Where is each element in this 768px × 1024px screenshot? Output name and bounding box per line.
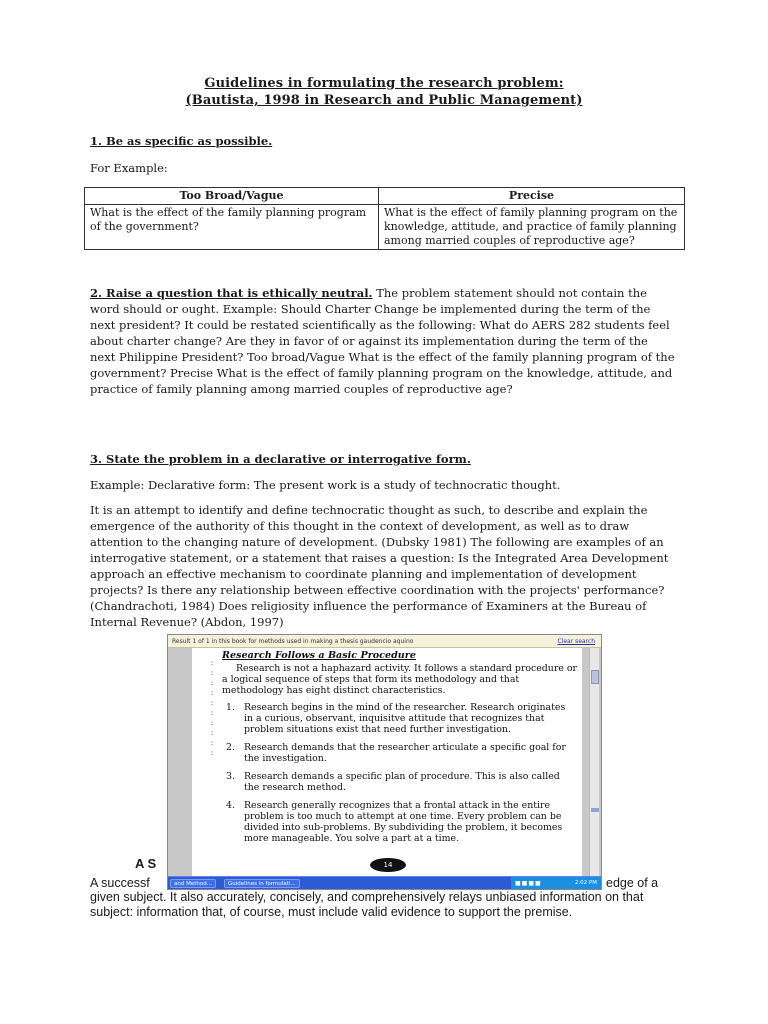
book-content — [222, 648, 577, 851]
hidden-para-rest: given subject. It also accurately, concisely, and comprehensively relays unbiased information on that subject: information that, of course, must include valid evidence to support the premise. — [90, 890, 644, 919]
section2-paragraph — [90, 285, 675, 397]
search-result-text: Result 1 of 1 in this book for methods used in making a thesis gaudencio aquino — [172, 638, 414, 645]
page-subtitle: (Bautista, 1998 in Research and Public Management) — [185, 93, 583, 108]
hidden-para-start: A successf — [90, 876, 150, 890]
book-intro: Research is not a haphazard activity. It follows a standard procedure or a logical sequence of steps that form its methodology and that methodology has eight distinct characteristics. — [222, 663, 577, 696]
page-title: Guidelines in formulating the research problem: — [204, 76, 564, 91]
section2-heading: 2. Raise a question that is ethically neutral. — [90, 286, 373, 300]
clock: 2:02 PM — [574, 880, 597, 886]
section3-heading: 3. State the problem in a declarative or interrogative form. — [90, 452, 471, 466]
section2-body: The problem statement should not contain the word should or ought. Example: Should Charter Change be implemented during the term of the next president? It could be restated scientifically as the following: What do AERS 282 students feel about charter change? Are they in favor of or against its implementation during the term of the next Philippine President? Too broad/Vague What is the effect of the family planning program of the government? Precise What is the effect of family planning program on the knowledge, attitude, and practice of family planning among married couples of reproductive age? — [90, 286, 675, 396]
list-item: 2. Research demands that the researcher articulate a specific goal for the investigation. — [226, 742, 566, 764]
section1-intro: For Example: — [90, 161, 168, 175]
system-tray — [511, 877, 601, 890]
list-item: 4. Research generally recognizes that a frontal attack in the entire problem is too much to attempt at one time. Every problem can be divided into sub-problems. By subdividing the problem, it becomes more manageable. You solve a part at a time. — [226, 800, 563, 844]
hidden-subheading: A S — [135, 856, 157, 871]
book-page — [192, 648, 582, 877]
section3-example: Example: Declarative form: The present work is a study of technocratic thought. — [90, 478, 561, 492]
taskbar-item-method[interactable]: and Method... — [170, 879, 216, 888]
table-header: Too Broad/Vague — [85, 188, 379, 205]
clear-search-link[interactable]: Clear search — [557, 638, 595, 645]
table-cell-precise: What is the effect of family planning program on the knowledge, attitude, and practice of family planning among married couples of reproductive age? — [379, 205, 685, 250]
taskbar-item-guidelines[interactable]: Guidelines in formulati... — [224, 879, 300, 888]
scrollbar-thumb[interactable] — [591, 670, 599, 684]
page-number-badge: 14 — [370, 858, 406, 872]
comparison-table — [84, 187, 685, 250]
book-list — [222, 702, 577, 844]
table-cell-broad: What is the effect of the family planning program of the government? — [85, 205, 379, 250]
book-title: Research Follows a Basic Procedure — [222, 650, 416, 661]
list-item: 1. Research begins in the mind of the researcher. Research originates in a curious, observant, inquisitve attitude that recognizes that problem situations exist that need further investigation. — [226, 702, 566, 735]
search-result-bar — [168, 635, 601, 648]
table-row — [85, 205, 685, 250]
tray-icons: ■■■■ — [515, 880, 542, 887]
taskbar — [168, 876, 601, 889]
section1-heading: 1. Be as specific as possible. — [90, 134, 273, 148]
margin-dots: : : : : : : : : : : — [210, 659, 215, 757]
section3-body: It is an attempt to identify and define technocratic thought as such, to describe and explain the emergence of the authority of this thought in the context of development, as well as to draw attention to the changing nature of development. (Dubsky 1981) The following are examples of an interrogative statement, or a statement that raises a question: Is the Integrated Area Development approach an effective mechanism to coordinate planning and implementation of development projects? Is there any relationship between effective coordination with the projects' performance? (Chandrachoti, 1984) Does religiosity influence the performance of Examiners at the Bureau of Internal Revenue? (Abdon, 1997) — [90, 503, 669, 629]
scroll-marker — [591, 808, 599, 812]
embedded-screenshot — [167, 634, 602, 890]
hidden-para-end: edge of a — [606, 876, 659, 890]
scrollbar[interactable] — [589, 648, 599, 877]
list-item: 3. Research demands a specific plan of procedure. This is also called the research method. — [226, 771, 560, 793]
table-header: Precise — [379, 188, 685, 205]
